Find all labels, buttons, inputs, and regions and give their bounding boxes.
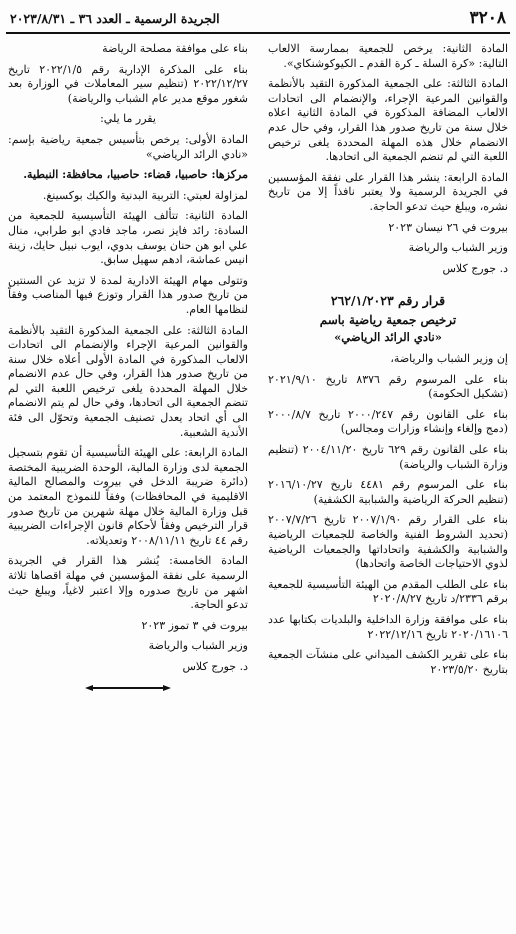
article-3-paragraph: المادة الثالثة: على الجمعية المذكورة التقيد بالأنظمة والقوانين المرعية الإجراء، والإنضمام الى اتحادات الالعاب المضافة المذكورة في المادة الثانية اعلاه خلال سنة من تاريخ صدور هذا القرار، وفي حال عدم الانضمام خلال هذه المهلة المحددة يلغى ترخيص اللعبة التي لم تنضم الجمعية الى اتحادها.: [268, 77, 508, 164]
section-separator: [93, 687, 163, 689]
basis-paragraph: بناء على القرار رقم ٢٠٠٧/١/٩٠ تاريخ ٢٠٠٧/٧/٢٦ (تحديد الشروط الفنية والخاصة للجمعيات الرياضية والشبابية والكشفية واتحاداتها والجمعيات الرياضية لذوي الاحتياجات الخاصة واتحادها): [268, 513, 508, 571]
signature-name: د. جورج كلاس: [442, 261, 508, 275]
basis-paragraph: بناء على المرسوم رقم ٤٤٨١ تاريخ ٢٠١٦/١٠/٢٧ (تنظيم الحركة الرياضية والشبابية الكشفية): [268, 478, 508, 506]
decree-subtitle: «نادي الرائد الرياضي»: [334, 329, 442, 344]
gazette-title: الجريدة الرسمية ـ العدد ٣٦ ـ ٢٠٢٣/٨/٣١: [10, 11, 220, 26]
signature-date: بيروت في ٢٦ نيسان ٢٠٢٣: [388, 220, 508, 234]
article-4-paragraph: المادة الرابعة: ينشر هذا القرار على نفقة المؤسسين في الجريدة الرسمية ولا يعتبر نافذاً إلا من تاريخ نشره، ويبلغ حيث تدعو الحاجة.: [268, 170, 508, 213]
article-1-location: مركزها: حاصبيا، قضاء: حاصبيا، محافظة: النبطية.: [23, 168, 248, 182]
signature-date: بيروت في ٣ تموز ٢٠٢٣: [141, 618, 248, 632]
signature-minister: وزير الشباب والرياضة: [408, 241, 508, 255]
basis-paragraph: بناء على المرسوم رقم ٨٣٧٦ تاريخ ٢٠٢١/٩/١٠ (تشكيل الحكومة): [268, 372, 508, 401]
signature-name: د. جورج كلاس: [182, 659, 248, 673]
article-2-paragraph: المادة الثانية: يرخص للجمعية بممارسة الالعاب التالية: «كرة السلة ـ كرة القدم ـ الكيوكوشنكاي».: [268, 42, 508, 70]
basis-paragraph: بناء على القانون رقم ٢٠٠٠/٢٤٧ تاريخ ٢٠٠٠/٨/٧ (دمج وإلغاء وإنشاء وزارات ومجالس): [268, 407, 508, 436]
page-number: ٣٢٠٨: [469, 8, 506, 28]
article-2-paragraph: المادة الثانية: تتألف الهيئة التأسيسية للجمعية من السادة: رائد فايز نصر، ماجد فادي ابو طرابي، منال علي ابو هن حنان يوسف بدوي، ايوب نبيل حايك، زينة انيس عماشة، ادهم سهيل سابق.: [8, 209, 248, 267]
basis-paragraph: بناء على المذكرة الإدارية رقم ٢٠٢٢/١/٥ تاريخ ٢٠٢٢/١٢/٢٧ (تنظيم سير المعاملات في الوزارة بعد شغور موقع مدير عام الشباب والرياضة): [8, 62, 248, 105]
article-4-paragraph: المادة الرابعة: على الهيئة التأسيسية أن تقوم بتسجيل الجمعية لدى وزارة المالية، الوحدة الضريبية المختصة (دائرة ضريبة الدخل في بيروت والمصالح المالية الاقليمية في المحافظات) وفقاً للنموذج المعتمد من قبل وزارة المالية خلال مهلة شهرين من تاريخ صدور قرار الترخيص وفقاً لأحكام قانون الإجراءات الضريبية رقم ٤٤ تاريخ ٢٠٠٨/١١/١١ وتعديلاته.: [8, 446, 248, 547]
left-column: [8, 42, 248, 689]
basis-paragraph: بناء على الطلب المقدم من الهيئة التأسيسية للجمعية برقم ٢٣٣٦/د تاريخ ٢٠٢٠/٨/٢٧: [268, 577, 508, 606]
basis-paragraph: بناء على موافقة مصلحة الرياضة: [102, 42, 248, 55]
decides-heading: يقرر ما يلي:: [100, 112, 156, 126]
article-2-continuation: وتتولى مهام الهيئة الادارية لمدة لا تزيد عن السنتين من تاريخ صدور هذا القرار وتوزع فيها المناصب وفقاً لنظامها العام.: [8, 273, 248, 316]
article-5-paragraph: المادة الخامسة: يُنشر هذا القرار في الجريدة الرسمية على نفقة المؤسسين في مهلة اقصاها ثلاثة اشهر من تاريخ صدوره وإلا اعتبر لاغياً، ويبلغ حيث تدعو الحاجة.: [8, 554, 248, 612]
page-header: [6, 8, 510, 34]
decree-intro: إن وزير الشباب والرياضة،: [390, 352, 508, 366]
signature-minister: وزير الشباب والرياضة: [148, 639, 248, 653]
basis-paragraph: بناء على تقرير الكشف الميداني على منشآت الجمعية بتاريخ ٢٠٢٣/٥/٢٠: [268, 648, 508, 676]
article-1-paragraph: المادة الأولى: يرخص بتأسيس جمعية رياضية بإسم: «نادي الرائد الرياضي»: [8, 132, 248, 161]
article-1-games: لمزاولة لعبتي: التربية البدنية والكيك بوكسينغ.: [42, 188, 248, 202]
article-3-paragraph: المادة الثالثة: على الجمعية المذكورة التقيد بالأنظمة والقوانين المرعية الإجراء والإنضمام الى اتحادات الالعاب المذكورة في المادة الأولى أعلاه خلال سنة من تاريخ صدور هذا القرار، وفي حال عدم الانضمام خلال المهلة المحددة يلغى ترخيص اللعبة التي لم تنضم الجمعية الى اتحادها، وفي حال لم يتم الانضمام الى أي اتحاد يعدل تصنيف الجمعية وتحوّل الى فئة الأندية الشعبية.: [8, 323, 248, 439]
decree-number: قرار رقم ٢٦٢/١/٢٠٢٣: [330, 293, 446, 309]
decree-title: ترخيص جمعية رياضية باسم: [319, 312, 457, 327]
basis-paragraph: بناء على القانون رقم ٦٢٩ تاريخ ٢٠٠٤/١١/٢٠ (تنظيم وزارة الشباب والرياضة): [268, 443, 508, 471]
basis-paragraph: بناء على موافقة وزارة الداخلية والبلديات بكتابها عدد ٢٠٢٠/١٦١٠٦ تاريخ ٢٠٢٢/١٢/١٦: [268, 613, 508, 641]
right-column: [268, 42, 508, 683]
